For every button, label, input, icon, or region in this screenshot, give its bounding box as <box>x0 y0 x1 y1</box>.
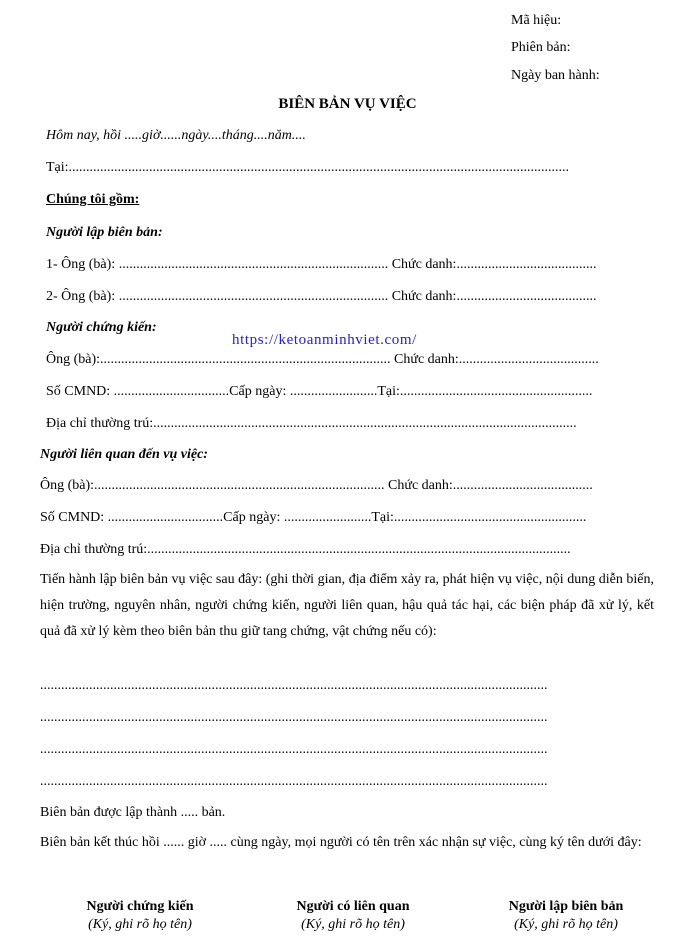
time-line: Hôm nay, hồi .....giờ......ngày....tháng....năm.... <box>46 128 306 143</box>
witness-id-line: Số CMND: .................................Cấp ngày: .........................Tại:....................................................... <box>46 384 593 399</box>
related-heading: Người liên quan đến vụ việc: <box>40 447 208 462</box>
witness-name-line: Ông (bà):................................................................................... Chức danh:........................................ <box>46 352 599 367</box>
signature-related <box>253 898 453 934</box>
signature-recorder <box>466 898 666 934</box>
blank-line: ................................................................................................................................................. <box>40 710 548 725</box>
blank-line: ................................................................................................................................................. <box>40 742 548 757</box>
signature-hint: (Ký, ghi rõ họ tên) <box>301 917 405 932</box>
recorder-2-line: 2- Ông (bà): ............................................................................. Chức danh:........................................ <box>46 289 597 304</box>
signature-hint: (Ký, ghi rõ họ tên) <box>514 917 618 932</box>
page-title: BIÊN BẢN VỤ VIỆC <box>278 96 417 112</box>
blank-line: ................................................................................................................................................. <box>40 774 548 789</box>
related-name-line: Ông (bà):................................................................................... Chức danh:........................................ <box>40 478 593 493</box>
closing-paragraph: Biên bản kết thúc hồi ...... giờ ..... cùng ngày, mọi người có tên trên xác nhận sự việc, cùng ký tên dưới đây: <box>40 835 642 850</box>
recorder-1-line: 1- Ông (bà): ............................................................................. Chức danh:........................................ <box>46 257 597 272</box>
blank-line: ................................................................................................................................................. <box>40 678 548 693</box>
place-line: Tại:............................................................................................................................................... <box>46 160 570 175</box>
doc-code-label: Mã hiệu: <box>511 13 562 28</box>
related-address-line: Địa chỉ thường trú:......................................................................................................................... <box>40 542 571 557</box>
recorder-heading: Người lập biên bản: <box>46 225 163 240</box>
signature-hint: (Ký, ghi rõ họ tên) <box>88 917 192 932</box>
witness-heading: Người chứng kiến: <box>46 320 157 335</box>
signature-title: Người chứng kiến <box>86 899 194 914</box>
watermark-link[interactable]: https://ketoanminhviet.com/ <box>232 332 417 348</box>
related-id-line: Số CMND: .................................Cấp ngày: .........................Tại:....................................................... <box>40 510 587 525</box>
description-paragraph: Tiến hành lập biên bản vụ việc sau đây: (ghi thời gian, địa điểm xảy ra, phát hiện vụ việc, nội dung diễn biến, hiện trường, nguyên nhân, người chứng kiến, người liên quan, hậu quả tác hại, các biện pháp đã xử lý, kết quả đã xử lý kèm theo biên bản thu giữ tang chứng, vật chứng nếu có): <box>40 572 654 639</box>
signature-title: Người lập biên bản <box>508 899 624 914</box>
witness-address-line: Địa chỉ thường trú:......................................................................................................................... <box>46 416 577 431</box>
signature-title: Người có liên quan <box>296 899 410 914</box>
signature-witness <box>40 898 240 934</box>
doc-issue-date-label: Ngày ban hành: <box>511 68 600 83</box>
copies-line: Biên bản được lập thành ..... bản. <box>40 805 226 820</box>
doc-version-label: Phiên bản: <box>511 40 571 55</box>
members-heading: Chúng tôi gồm: <box>46 192 140 207</box>
